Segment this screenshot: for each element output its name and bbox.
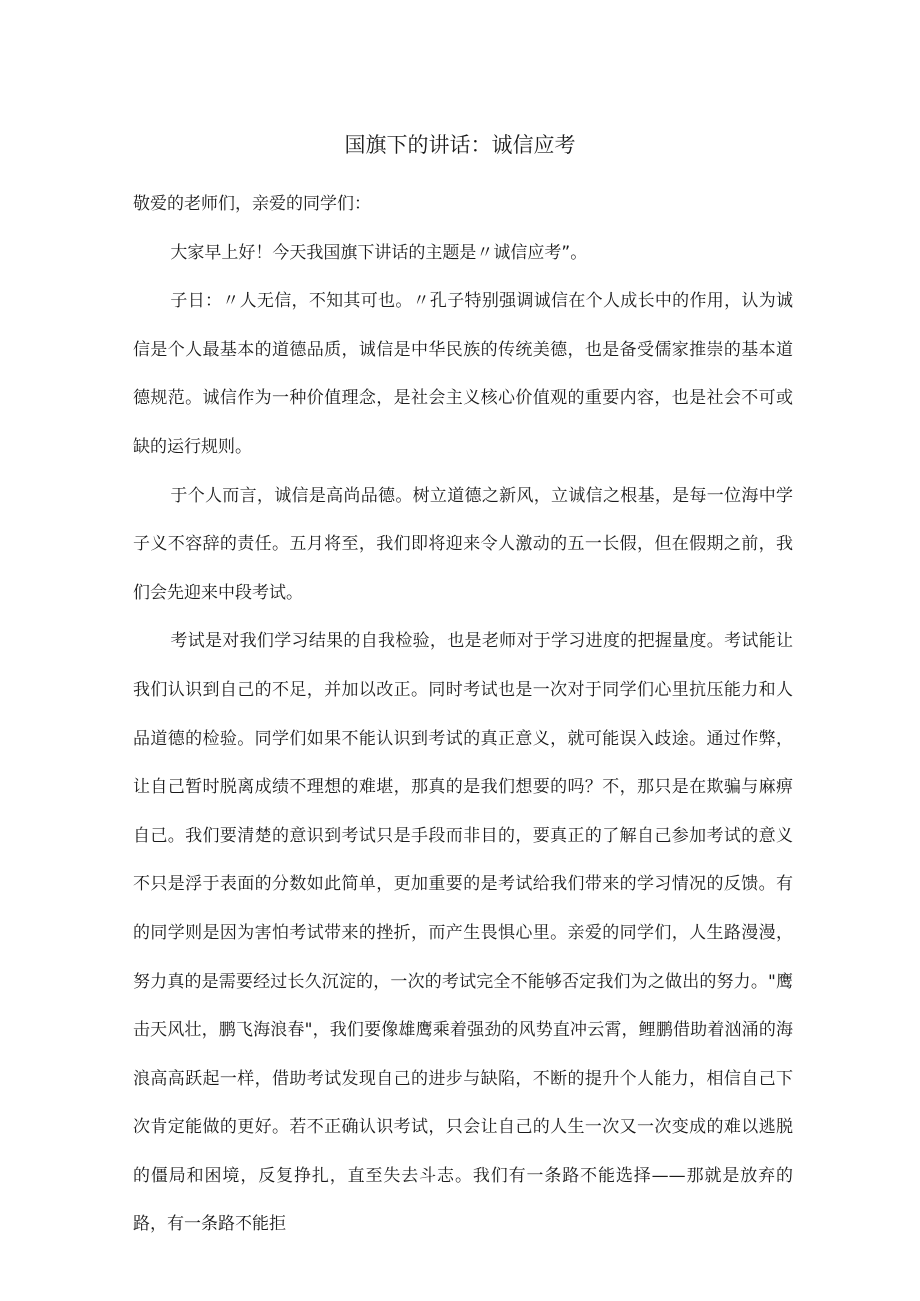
- paragraph-confucius-quote: 子日：〃人无信，不知其可也。〃孔子特别强调诚信在个人成长中的作用，认为诚信是个人最基本的道德品质，诚信是中华民族的传统美德，也是备受儒家推崇的基本道德规范。诚信作为一种价值理念，是社会主义核心价值观的重要内容，也是社会不可或缺的运行规则。: [133, 291, 793, 457]
- page-title: 国旗下的讲话：诚信应考: [344, 133, 576, 157]
- paragraph-exam-meaning: 考试是对我们学习结果的自我检验，也是老师对于学习进度的把握量度。考试能让我们认识到自己的不足，并加以改正。同时考试也是一次对于同学们心里抗压能力和人品道德的检验。同学们如果不能认识到考试的真正意义，就可能误入歧途。通过作弊，让自己暂时脱离成绩不理想的难堪，那真的是我们想要的吗？不，那只是在欺骗与麻痹自己。我们要清楚的意识到考试只是手段而非目的，要真正的了解自己参加考试的意义不只是浮于表面的分数如此简单，更加重要的是考试给我们带来的学习情况的反馈。有的同学则是因为害怕考试带来的挫折，而产生畏惧心里。亲爱的同学们，人生路漫漫，努力真的是需要经过长久沉淀的，一次的考试完全不能够否定我们为之做出的努力。"鹰击天风壮，鹏飞海浪春"，我们要像雄鹰乘着强劲的风势直冲云霄，鲤鹏借助着汹涌的海浪高高跃起一样，借助考试发现自己的进步与缺陷，不断的提升个人能力，相信自己下次肯定能做的更好。若不正确认识考试，只会让自己的人生一次又一次变成的难以逃脱的僵局和困境，反复挣扎，直至失去斗志。我们有一条路不能选择——那就是放弃的路，有一条路不能拒: [133, 631, 793, 1235]
- document-body: [133, 180, 793, 1249]
- paragraph-greeting: 大家早上好！今天我国旗下讲话的主题是〃诚信应考”。: [170, 242, 588, 263]
- salutation: 敬爱的老师们，亲爱的同学们：: [133, 194, 371, 214]
- paragraph-personal-integrity: 于个人而言，诚信是高尚品德。树立道德之新风，立诚信之根基，是每一位海中学子义不容辞的责任。五月将至，我们即将迎来令人激动的五一长假，但在假期之前，我们会先迎来中段考试。: [133, 485, 793, 603]
